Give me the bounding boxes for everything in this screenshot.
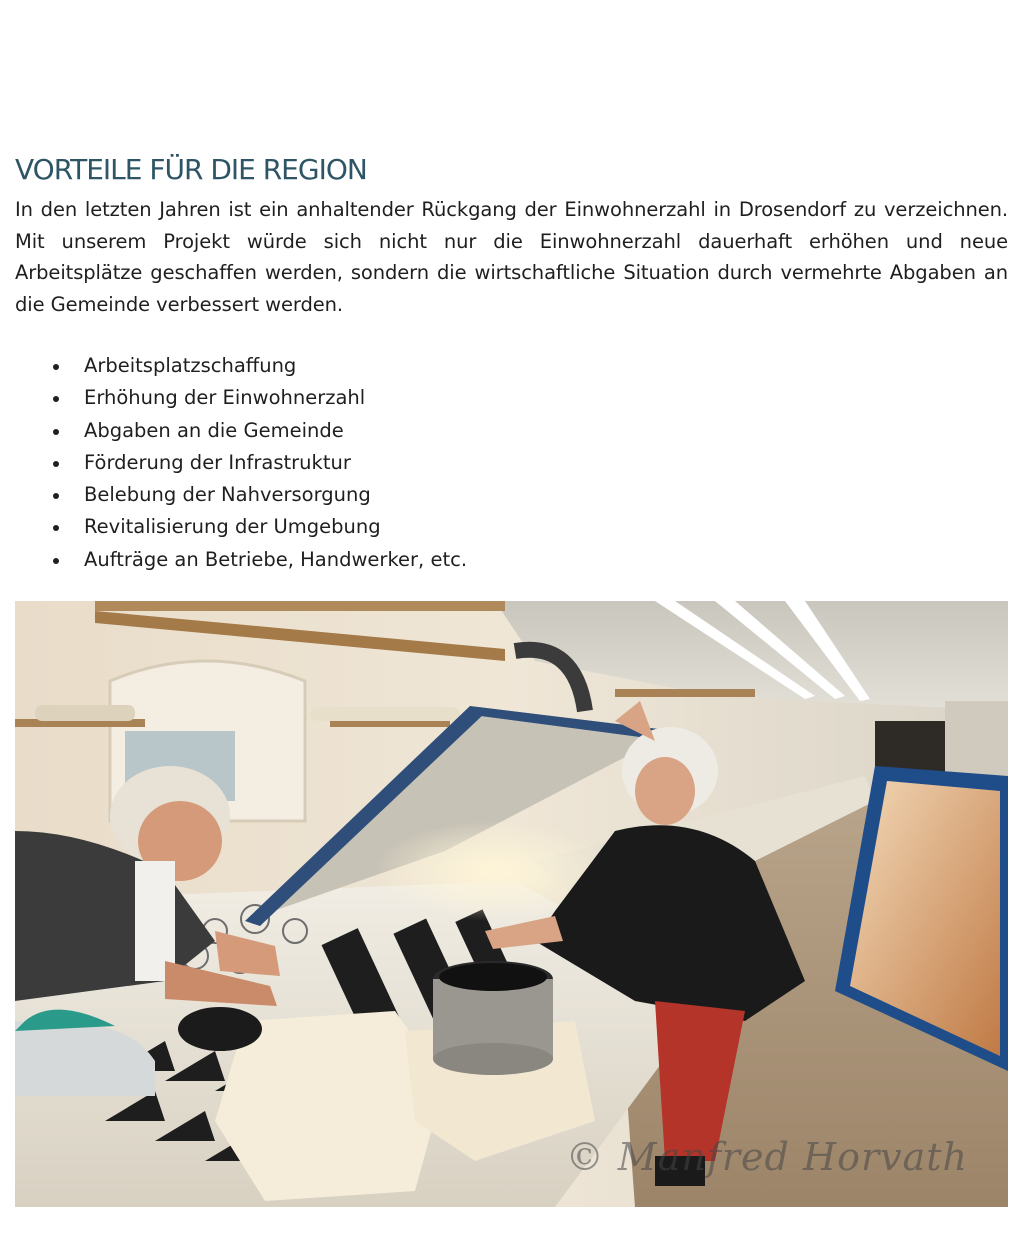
list-item xyxy=(48,511,467,543)
list-item-label: Aufträge an Betriebe, Handwerker, etc. xyxy=(84,547,468,571)
list-item xyxy=(48,479,467,511)
bullet-icon xyxy=(53,461,59,467)
list-item-label: Förderung der Infrastruktur xyxy=(84,450,351,474)
list-item xyxy=(48,544,467,576)
benefits-list xyxy=(48,350,467,576)
list-item xyxy=(48,350,467,382)
list-item xyxy=(48,415,467,447)
bullet-icon xyxy=(53,364,59,370)
list-item-label: Arbeitsplatzschaffung xyxy=(84,354,297,377)
bullet-icon xyxy=(53,558,59,564)
list-item-label: Abgaben an die Gemeinde xyxy=(84,418,344,442)
intro-paragraph: In den letzten Jahren ist ein anhaltender Rückgang der Einwohnerzahl in Drosendorf zu verzeichnen. Mit unserem Projekt würde sich nicht nur die Einwohnerzahl dauerhaft erhöhen und neue Arbeitsplätze geschaffen werden, sondern die wirtschaftliche Situation durch vermehrte Abgaben an die Gemeinde verbessert werden. xyxy=(15,198,1008,316)
list-item-label: Belebung der Nahversorgung xyxy=(84,483,371,507)
list-item xyxy=(48,382,467,414)
bullet-icon xyxy=(53,525,59,531)
bullet-icon xyxy=(53,429,59,435)
workshop-illustration xyxy=(15,601,1008,1207)
workshop-photo xyxy=(15,601,1008,1207)
section-title: VORTEILE FÜR DIE REGION xyxy=(15,153,367,186)
bullet-icon xyxy=(53,396,59,402)
list-item-label: Revitalisierung der Umgebung xyxy=(84,515,381,539)
bullet-icon xyxy=(53,493,59,499)
list-item-label: Erhöhung der Einwohnerzahl xyxy=(84,386,366,410)
list-item xyxy=(48,447,467,479)
photo-watermark: © Manfred Horvath xyxy=(565,1135,968,1179)
